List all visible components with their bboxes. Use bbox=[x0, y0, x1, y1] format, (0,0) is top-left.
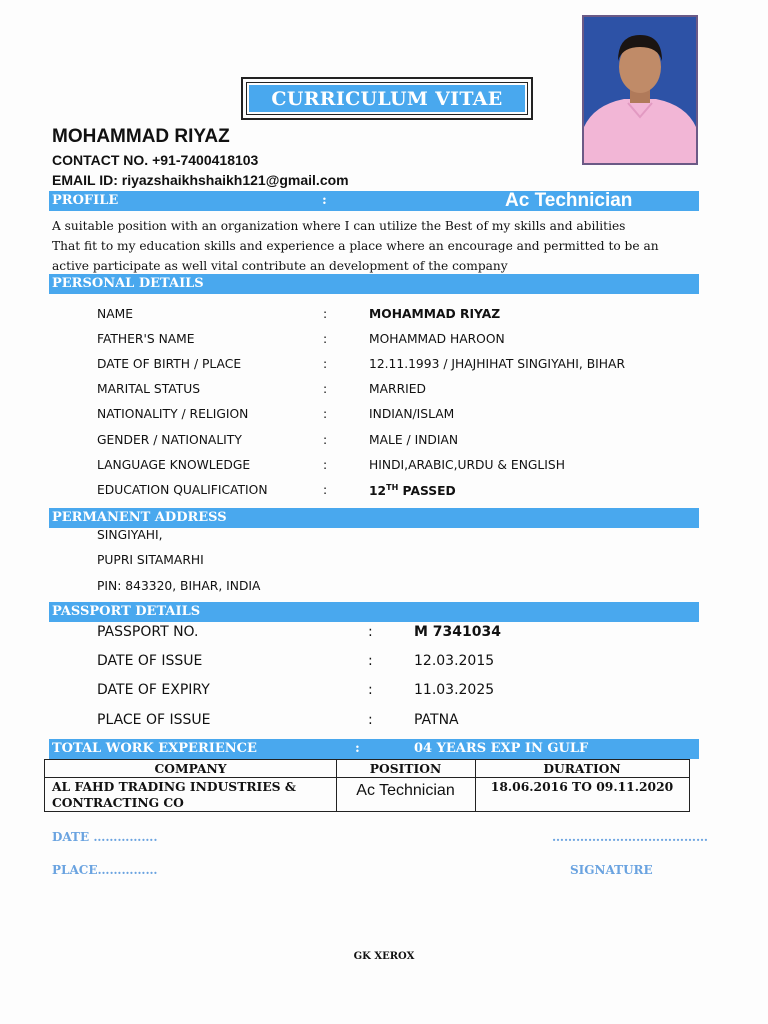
education-value bbox=[369, 483, 456, 498]
passport-label: PLACE OF ISSUE bbox=[97, 712, 211, 728]
passport-colon: : bbox=[368, 653, 373, 669]
passport-colon: : bbox=[368, 712, 373, 728]
personal-colon: : bbox=[323, 458, 328, 472]
personal-label: DATE OF BIRTH / PLACE bbox=[97, 357, 242, 371]
personal-colon: : bbox=[323, 382, 328, 396]
experience-table bbox=[44, 759, 690, 812]
passport-label: DATE OF ISSUE bbox=[97, 653, 203, 669]
profile-summary bbox=[52, 216, 702, 276]
personal-value: INDIAN/ISLAM bbox=[369, 407, 455, 421]
column-header-position: POSITION bbox=[369, 761, 442, 776]
person-silhouette-icon bbox=[584, 17, 696, 163]
contact-number: CONTACT NO. +91-7400418103 bbox=[52, 152, 259, 168]
education-value-sup: TH bbox=[386, 483, 399, 492]
candidate-name: MOHAMMAD RIYAZ bbox=[52, 126, 230, 147]
section-heading-address: PERMANENT ADDRESS bbox=[52, 510, 227, 525]
personal-colon: : bbox=[323, 407, 328, 421]
position-cell: Ac Technician bbox=[356, 782, 455, 799]
passport-label: DATE OF EXPIRY bbox=[97, 682, 210, 698]
passport-label: PASSPORT NO. bbox=[97, 624, 199, 640]
section-bar-passport bbox=[49, 602, 699, 622]
personal-colon: : bbox=[323, 357, 328, 371]
document-title: CURRICULUM VITAE bbox=[249, 85, 525, 112]
section-bar-address bbox=[49, 508, 699, 528]
company-cell bbox=[52, 779, 296, 811]
title-box-inner bbox=[246, 82, 528, 115]
profile-line: A suitable position with an organization where I can utilize the Best of my skills and abilities bbox=[52, 219, 626, 233]
address-line: PIN: 843320, BIHAR, INDIA bbox=[97, 579, 261, 593]
duration-cell: 18.06.2016 TO 09.11.2020 bbox=[490, 779, 674, 794]
education-value-main: 12 bbox=[369, 484, 387, 499]
signature-label: SIGNATURE bbox=[570, 863, 653, 877]
section-heading-passport: PASSPORT DETAILS bbox=[52, 604, 201, 619]
passport-value: 12.03.2015 bbox=[414, 653, 495, 669]
passport-value: 11.03.2025 bbox=[414, 682, 495, 698]
section-heading-profile: PROFILE bbox=[52, 193, 119, 208]
title-box bbox=[241, 77, 533, 120]
company-name-line: CONTRACTING CO bbox=[52, 795, 184, 810]
passport-colon: : bbox=[368, 624, 373, 640]
personal-label: EDUCATION QUALIFICATION bbox=[97, 483, 268, 497]
personal-colon: : bbox=[323, 332, 328, 346]
personal-value: MOHAMMAD HAROON bbox=[369, 332, 505, 346]
personal-value: MALE / INDIAN bbox=[369, 433, 459, 447]
profile-photo bbox=[582, 15, 698, 165]
table-divider bbox=[45, 777, 689, 778]
section-bar-personal bbox=[49, 274, 699, 294]
education-value-rest: PASSED bbox=[398, 484, 456, 499]
place-field-label: PLACE…………… bbox=[52, 863, 158, 877]
passport-colon: : bbox=[368, 682, 373, 698]
personal-colon: : bbox=[323, 483, 328, 497]
personal-label: GENDER / NATIONALITY bbox=[97, 433, 242, 447]
email-address: EMAIL ID: riyazshaikhshaikh121@gmail.com bbox=[52, 172, 349, 188]
profile-position: Ac Technician bbox=[505, 190, 633, 211]
personal-label: NAME bbox=[97, 307, 133, 321]
personal-colon: : bbox=[323, 433, 328, 447]
personal-label: MARITAL STATUS bbox=[97, 382, 201, 396]
personal-value: HINDI,ARABIC,URDU & ENGLISH bbox=[369, 458, 565, 472]
address-line: SINGIYAHI, bbox=[97, 528, 163, 542]
experience-summary: 04 YEARS EXP IN GULF bbox=[414, 741, 589, 756]
section-heading-personal: PERSONAL DETAILS bbox=[52, 276, 204, 291]
signature-line: ………………………………… bbox=[552, 830, 708, 844]
personal-colon: : bbox=[323, 307, 328, 321]
section-bar-profile bbox=[49, 191, 699, 211]
print-shop-mark: GK XEROX bbox=[353, 951, 415, 962]
column-header-duration: DURATION bbox=[543, 761, 621, 776]
personal-label: FATHER'S NAME bbox=[97, 332, 195, 346]
address-line: PUPRI SITAMARHI bbox=[97, 553, 204, 567]
section-bar-experience bbox=[49, 739, 699, 759]
profile-line: That fit to my education skills and experience a place where an encourage and permitted to be an bbox=[52, 239, 659, 253]
personal-value: MARRIED bbox=[369, 382, 426, 396]
section-heading-experience: TOTAL WORK EXPERIENCE bbox=[52, 741, 257, 756]
company-name-line: AL FAHD TRADING INDUSTRIES & bbox=[52, 779, 296, 794]
experience-colon: : bbox=[355, 741, 360, 756]
personal-label: LANGUAGE KNOWLEDGE bbox=[97, 458, 251, 472]
date-field-label: DATE ……………. bbox=[52, 830, 158, 844]
column-header-company: COMPANY bbox=[154, 761, 227, 776]
passport-value: PATNA bbox=[414, 712, 459, 728]
profile-line: active participate as well vital contribute an development of the company bbox=[52, 259, 508, 273]
personal-label: NATIONALITY / RELIGION bbox=[97, 407, 249, 421]
profile-colon: : bbox=[322, 193, 327, 208]
passport-value: M 7341034 bbox=[414, 624, 501, 640]
personal-value: 12.11.1993 / JHAJHIHAT SINGIYAHI, BIHAR bbox=[369, 357, 625, 371]
personal-value: MOHAMMAD RIYAZ bbox=[369, 307, 501, 321]
